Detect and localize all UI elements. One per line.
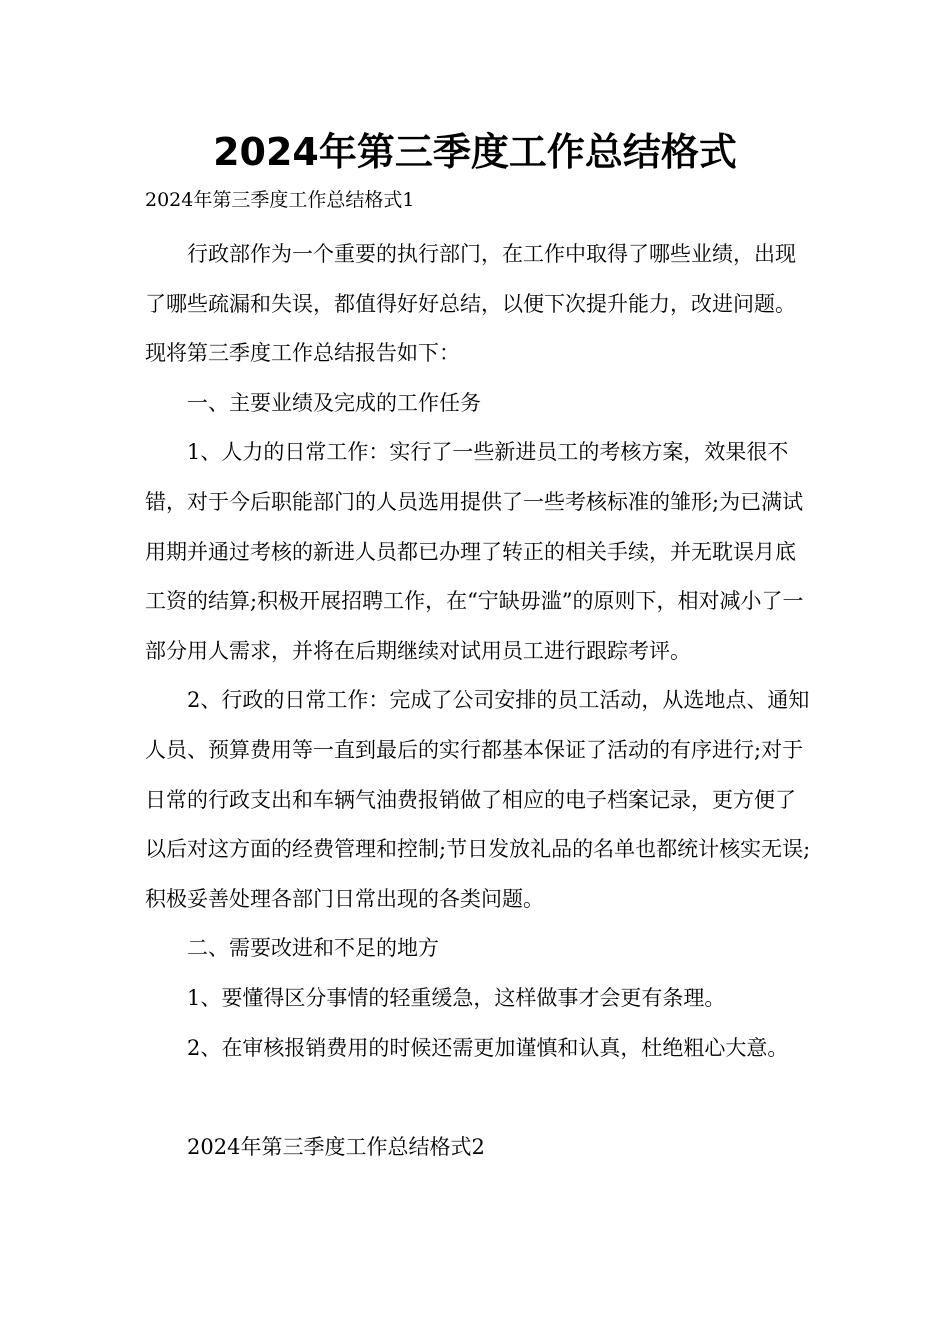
intro-paragraph: 行政部作为一个重要的执行部门，在工作中取得了哪些业绩，出现了哪些疏漏和失误，都值得好好总结，以便下次提升能力，改进问题。现将第三季度工作总结报告如下： bbox=[145, 242, 796, 366]
section-heading-format-2: 2024年第三季度工作总结格式2 bbox=[187, 1134, 485, 1159]
improvement-item-1: 1、要懂得区分事情的轻重缓急，这样做事才会更有条理。 bbox=[187, 985, 726, 1010]
improvement-item-2: 2、在审核报销费用的时候还需更加谨慎和认真，杜绝粗心大意。 bbox=[187, 1035, 789, 1060]
paragraph-admin-daily-work: 2、行政的日常工作：完成了公司安排的员工活动，从选地点、通知人员、预算费用等一直到最后的实行都基本保证了活动的有序进行;对于日常的行政支出和车辆气油费报销做了相应的电子档案记录，更方便了以后对这方面的经费管理和控制;节日发放礼品的名单也都统计核实无误;积极妥善处理各部门日常出现的各类问题。 bbox=[145, 688, 811, 911]
document-body bbox=[145, 230, 813, 1172]
heading-improvements: 二、需要改进和不足的地方 bbox=[187, 936, 439, 961]
heading-main-achievements: 一、主要业绩及完成的工作任务 bbox=[187, 390, 481, 415]
section-heading-format-1: 2024年第三季度工作总结格式1 bbox=[145, 189, 415, 211]
paragraph-hr-daily-work: 1、人力的日常工作：实行了一些新进员工的考核方案，效果很不错，对于今后职能部门的人员选用提供了一些考核标准的雏形;为已满试用期并通过考核的新进人员都已办理了转正的相关手续，并无耽误月底工资的结算;积极开展招聘工作，在“宁缺毋滥”的原则下，相对减小了一部分用人需求，并将在后期继续对试用员工进行跟踪考评。 bbox=[145, 440, 804, 663]
document-title: 2024年第三季度工作总结格式 bbox=[213, 130, 737, 174]
